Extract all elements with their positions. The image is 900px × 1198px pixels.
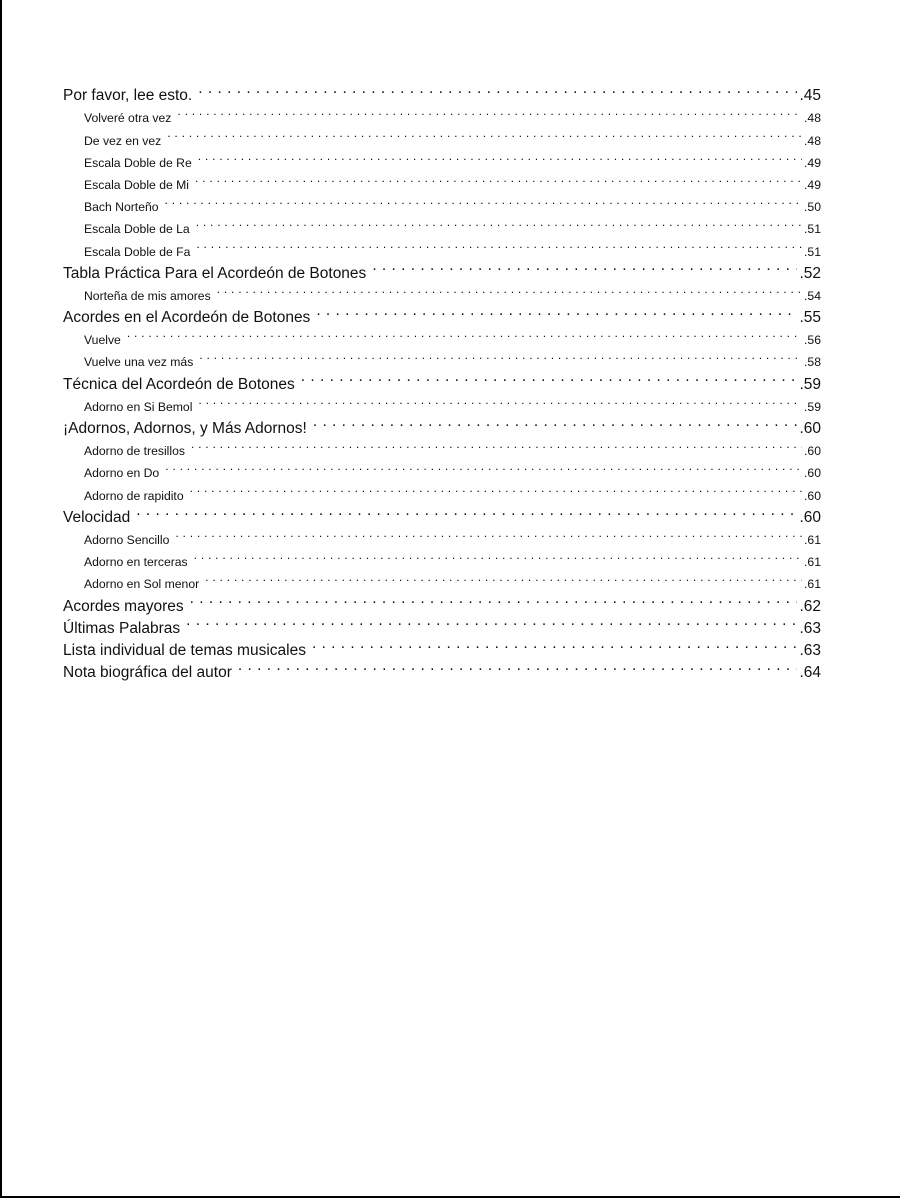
toc-entry-title: Adorno de tresillos: [84, 444, 185, 459]
toc-page-number: .60: [804, 488, 821, 503]
toc-subsection-entry: [63, 100, 821, 126]
toc-page-number: .59: [799, 375, 821, 393]
toc-page-number: .60: [799, 420, 821, 437]
toc-entry-title: Escala Doble de La: [84, 222, 190, 237]
toc-entry-title: Acordes mayores: [63, 597, 184, 615]
toc-dot-leader: [175, 522, 802, 544]
toc-dot-leader: [195, 167, 802, 189]
toc-entry-title: Nota biográfica del autor: [63, 664, 232, 682]
toc-dot-leader: [196, 233, 802, 255]
toc-page-number: .51: [804, 222, 821, 237]
toc-page-number: .61: [804, 577, 821, 592]
toc-page-number: .51: [804, 244, 821, 259]
toc-section-entry: [63, 500, 821, 526]
toc-entry-title: Adorno en Do: [84, 466, 160, 481]
toc-dot-leader: [167, 122, 802, 144]
toc-entry-title: Por favor, lee esto.: [63, 87, 193, 105]
toc-page-number: .49: [804, 177, 821, 192]
toc-dot-leader: [196, 211, 802, 233]
toc-page-number: .52: [799, 264, 821, 282]
toc-page-number: .63: [799, 641, 821, 659]
toc-entry-title: Adorno de rapidito: [84, 488, 184, 503]
toc-dot-leader: [217, 278, 802, 300]
toc-subsection-entry: [63, 189, 821, 215]
toc-subsection-entry: [63, 522, 821, 547]
toc-entry-title: Velocidad: [63, 508, 131, 526]
toc-page-number: .60: [804, 444, 821, 459]
toc-entry-title: Vuelve una vez más: [84, 355, 194, 370]
toc-entry-title: Volveré otra vez: [84, 111, 172, 126]
toc-entry-title: Escala Doble de Mi: [84, 177, 189, 192]
toc-page-number: .55: [799, 309, 821, 327]
toc-dot-leader: [165, 189, 803, 211]
toc-page-number: .45: [799, 87, 821, 105]
toc-subsection-entry: [63, 544, 821, 570]
toc-entry-title: Tabla Práctica Para el Acordeón de Botones: [63, 264, 367, 282]
toc-page-number: .58: [804, 355, 821, 370]
toc-dot-leader: [136, 500, 797, 522]
toc-entry-title: Adorno en Si Bemol: [84, 399, 193, 414]
toc-subsection-entry: [63, 322, 821, 348]
toc-page-number: .60: [804, 466, 821, 481]
toc-dot-leader: [177, 100, 802, 122]
toc-dot-leader: [165, 455, 802, 477]
toc-page-number: .60: [799, 508, 821, 526]
toc-entry-title: Vuelve: [84, 333, 121, 348]
toc-dot-leader: [312, 633, 797, 655]
toc-page-number: .61: [804, 532, 821, 547]
toc-entry-title: Acordes en el Acordeón de Botones: [63, 309, 311, 327]
toc-subsection-entry: [63, 211, 821, 237]
toc-dot-leader: [198, 145, 802, 167]
toc-dot-leader: [194, 544, 802, 566]
toc-dot-leader: [205, 566, 802, 588]
toc-page-number: .49: [804, 155, 821, 170]
toc-page-number: .62: [799, 597, 821, 615]
toc-entry-title: Últimas Palabras: [63, 619, 181, 637]
toc-entry-title: Lista individual de temas musicales: [63, 641, 306, 659]
toc-dot-leader: [127, 322, 802, 344]
toc-entry-title: Adorno en terceras: [84, 555, 188, 570]
toc-subsection-entry: [63, 122, 821, 148]
toc-subsection-entry: [63, 344, 821, 370]
toc-page-number: .50: [804, 200, 821, 215]
toc-dot-leader: [238, 655, 798, 677]
toc-entry-title: Norteña de mis amores: [84, 288, 211, 303]
toc-subsection-entry: [63, 477, 821, 503]
toc-entry-title: Técnica del Acordeón de Botones: [63, 375, 295, 393]
table-of-contents: [63, 78, 821, 682]
toc-section-entry: [63, 78, 821, 105]
toc-page-number: .56: [804, 333, 821, 348]
toc-subsection-entry: [63, 455, 821, 481]
toc-dot-leader: [313, 411, 798, 433]
toc-entry-title: Escala Doble de Re: [84, 155, 192, 170]
toc-page-number: .54: [804, 288, 821, 303]
toc-dot-leader: [199, 344, 802, 366]
toc-page-number: .48: [804, 133, 821, 148]
toc-dot-leader: [191, 433, 802, 455]
toc-dot-leader: [198, 389, 802, 411]
toc-page-number: .48: [804, 111, 821, 126]
toc-entry-title: Adorno en Sol menor: [84, 577, 200, 592]
toc-entry-title: Escala Doble de Fa: [84, 244, 191, 259]
toc-subsection-entry: [63, 145, 821, 170]
toc-dot-leader: [190, 477, 802, 499]
toc-dot-leader: [372, 256, 797, 278]
toc-entry-title: Bach Norteño: [84, 200, 159, 215]
toc-entry-title: Adorno Sencillo: [84, 532, 170, 547]
toc-page-number: .63: [799, 619, 821, 637]
toc-dot-leader: [198, 78, 797, 100]
toc-dot-leader: [186, 611, 797, 633]
toc-dot-leader: [301, 366, 798, 388]
toc-entry-title: ¡Adornos, Adornos, y Más Adornos!: [63, 420, 307, 437]
toc-dot-leader: [316, 300, 797, 322]
toc-dot-leader: [190, 588, 798, 610]
toc-page-number: .59: [804, 399, 821, 414]
toc-page-number: .61: [804, 555, 821, 570]
toc-page-number: .64: [799, 664, 821, 682]
toc-entry-title: De vez en vez: [84, 133, 162, 148]
